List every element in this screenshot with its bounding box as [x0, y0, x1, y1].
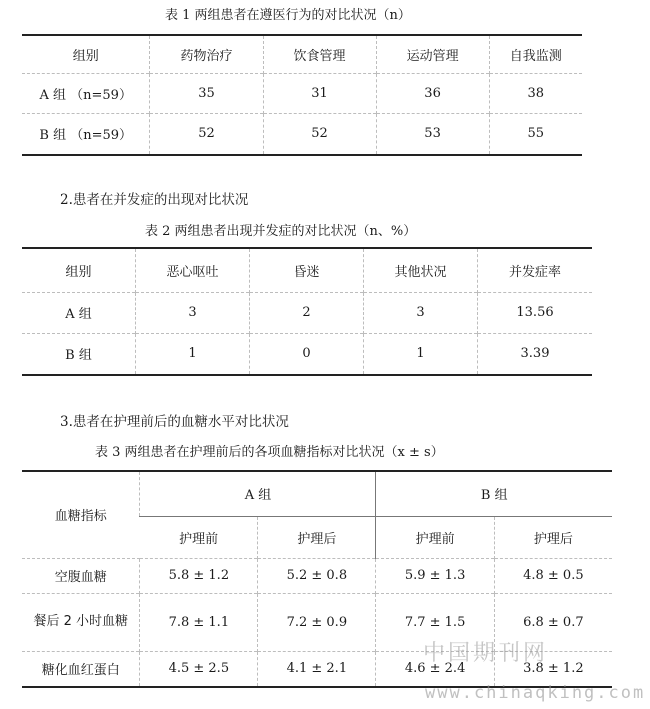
table-cell: 7.8 ± 1.1	[140, 593, 258, 651]
table-cell: 4.6 ± 2.4	[376, 651, 494, 687]
table1-caption: 表 1 两组患者在遵医行为的对比状况（n）	[165, 8, 411, 23]
table-cell: 1	[136, 333, 250, 375]
table3-row-label: 糖化血红蛋白	[22, 651, 140, 687]
table-row	[22, 73, 582, 113]
table3-sub-header-b-after: 护理后	[494, 516, 612, 558]
section2-title: 2.患者在并发症的出现对比状况	[60, 192, 249, 208]
table-cell: 35	[150, 73, 263, 113]
table-cell: 3	[136, 292, 250, 333]
table2-header-group: 组别	[22, 248, 136, 292]
table-cell: 2	[250, 292, 364, 333]
table3-row-label: 餐后 2 小时血糖	[22, 593, 140, 651]
watermark-url: www.chinaqking.com	[425, 683, 646, 703]
table-cell: 36	[376, 73, 489, 113]
table-cell: 7.7 ± 1.5	[376, 593, 494, 651]
table1-header-exercise: 运动管理	[376, 35, 489, 73]
table2	[22, 247, 592, 376]
table2-caption: 表 2 两组患者出现并发症的对比状况（n、%）	[145, 224, 417, 239]
table2-header-row	[22, 248, 592, 292]
table-cell: 5.9 ± 1.3	[376, 558, 494, 593]
table-cell: 13.56	[478, 292, 593, 333]
table2-header-coma: 昏迷	[250, 248, 364, 292]
table-cell: 3	[364, 292, 478, 333]
table-cell: 4.8 ± 0.5	[494, 558, 612, 593]
table-row	[22, 113, 582, 155]
table2-row-b-label: B 组	[22, 333, 136, 375]
table3-row-header: 血糖指标	[22, 471, 140, 558]
table1-header-row	[22, 35, 582, 73]
table2-header-rate: 并发症率	[478, 248, 593, 292]
table2-header-nausea: 恶心呕吐	[136, 248, 250, 292]
table1	[22, 34, 582, 156]
table-cell: 53	[376, 113, 489, 155]
table3-group-a-header: A 组	[140, 471, 376, 516]
table3-group-header-row	[22, 471, 612, 516]
table-cell: 3.8 ± 1.2	[494, 651, 612, 687]
table-cell: 38	[489, 73, 582, 113]
table-cell: 5.8 ± 1.2	[140, 558, 258, 593]
table-row	[22, 292, 592, 333]
table-row	[22, 558, 612, 593]
table1-header-self-monitoring: 自我监测	[489, 35, 582, 73]
table-cell: 55	[489, 113, 582, 155]
table-cell: 52	[150, 113, 263, 155]
table2-header-other: 其他状况	[364, 248, 478, 292]
table1-header-diet: 饮食管理	[263, 35, 376, 73]
table-cell: 5.2 ± 0.8	[258, 558, 376, 593]
table-cell: 3.39	[478, 333, 593, 375]
table3-caption: 表 3 两组患者在护理前后的各项血糖指标对比状况（x ± s）	[95, 445, 444, 460]
table-cell: 6.8 ± 0.7	[494, 593, 612, 651]
table-cell: 31	[263, 73, 376, 113]
table-cell: 4.1 ± 2.1	[258, 651, 376, 687]
table-cell: 52	[263, 113, 376, 155]
table3-row-label: 空腹血糖	[22, 558, 140, 593]
table3-group-b-header: B 组	[376, 471, 612, 516]
table-cell: 4.5 ± 2.5	[140, 651, 258, 687]
table3-sub-header-a-before: 护理前	[140, 516, 258, 558]
table3-sub-header-a-after: 护理后	[258, 516, 376, 558]
section3-title: 3.患者在护理前后的血糖水平对比状况	[60, 414, 289, 430]
table1-header-group: 组别	[22, 35, 150, 73]
table-row	[22, 333, 592, 375]
table1-row-a-label: A 组 （n=59）	[22, 73, 150, 113]
watermark-name: 中国期刊网	[423, 641, 549, 666]
table-cell: 0	[250, 333, 364, 375]
table-cell: 1	[364, 333, 478, 375]
table1-row-b-label: B 组 （n=59）	[22, 113, 150, 155]
table1-header-medication: 药物治疗	[150, 35, 263, 73]
table-cell: 7.2 ± 0.9	[258, 593, 376, 651]
table3-sub-header-b-before: 护理前	[376, 516, 494, 558]
table2-row-a-label: A 组	[22, 292, 136, 333]
